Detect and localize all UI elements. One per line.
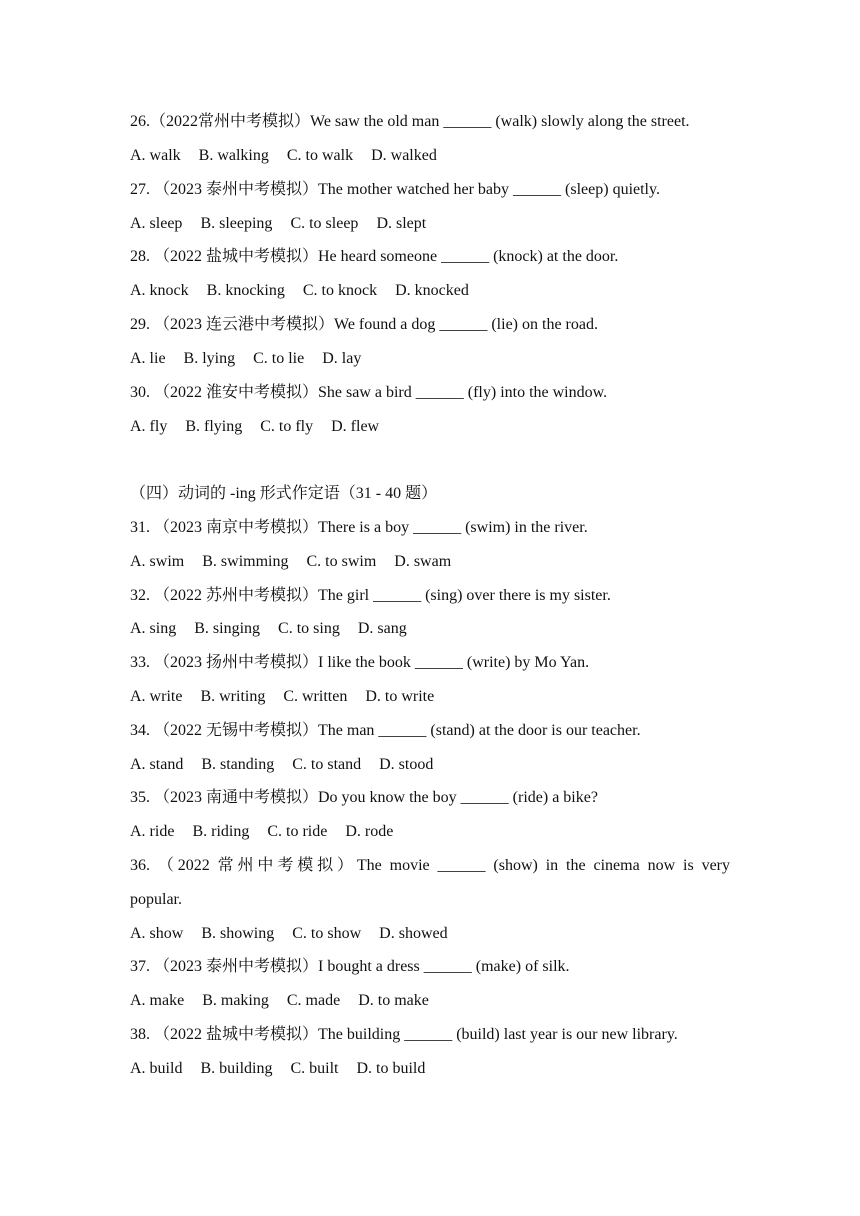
option-c: C. to knock xyxy=(302,282,378,299)
question-stem-28: 28. （2022 盐城中考模拟）He heard someone ______ (knock) at the door. xyxy=(130,248,619,265)
option-c: C. to show xyxy=(292,925,362,942)
option-a: A. knock xyxy=(130,282,189,299)
question-options-26 xyxy=(130,146,730,166)
option-d: D. flew xyxy=(331,418,380,435)
question-options-27 xyxy=(130,214,730,234)
option-a: A. walk xyxy=(130,147,181,164)
question-options-28 xyxy=(130,281,730,301)
question-options-32 xyxy=(130,619,730,639)
option-d: D. stood xyxy=(379,756,434,773)
option-a: A. write xyxy=(130,688,183,705)
option-a: A. sing xyxy=(130,620,177,637)
question-options-34 xyxy=(130,755,730,775)
question-options-36 xyxy=(130,924,730,944)
option-b: B. standing xyxy=(201,756,275,773)
option-a: A. fly xyxy=(130,418,168,435)
question-options-38 xyxy=(130,1059,730,1079)
option-a: A. sleep xyxy=(130,215,183,232)
option-b: B. sleeping xyxy=(200,215,273,232)
option-b: B. knocking xyxy=(206,282,285,299)
option-d: D. to write xyxy=(365,688,435,705)
question-options-35 xyxy=(130,822,730,842)
option-b: B. lying xyxy=(183,350,236,367)
option-a: A. swim xyxy=(130,553,185,570)
option-a: A. ride xyxy=(130,823,175,840)
option-c: C. built xyxy=(290,1060,339,1077)
question-stem-36-continued: popular. xyxy=(130,891,182,908)
option-c: C. to lie xyxy=(253,350,305,367)
question-options-31 xyxy=(130,552,730,572)
option-b: B. riding xyxy=(192,823,250,840)
question-options-33 xyxy=(130,687,730,707)
option-d: D. swam xyxy=(394,553,452,570)
option-c: C. to sleep xyxy=(290,215,359,232)
option-b: B. showing xyxy=(201,925,275,942)
question-stem-31: 31. （2023 南京中考模拟）There is a boy ______ (swim) in the river. xyxy=(130,519,588,536)
option-c: C. to swim xyxy=(306,553,377,570)
question-stem-37: 37. （2023 泰州中考模拟）I bought a dress ______ (make) of silk. xyxy=(130,958,570,975)
option-b: B. walking xyxy=(198,147,269,164)
question-stem-30: 30. （2022 淮安中考模拟）She saw a bird ______ (fly) into the window. xyxy=(130,384,608,401)
option-c: C. made xyxy=(286,992,341,1009)
option-d: D. lay xyxy=(322,350,362,367)
option-d: D. walked xyxy=(371,147,437,164)
option-d: D. knocked xyxy=(395,282,469,299)
question-stem-38: 38. （2022 盐城中考模拟）The building ______ (build) last year is our new library. xyxy=(130,1026,678,1043)
question-options-30 xyxy=(130,417,730,437)
option-a: A. lie xyxy=(130,350,166,367)
option-c: C. to walk xyxy=(286,147,354,164)
question-stem-26: 26.（2022常州中考模拟）We saw the old man ______ (walk) slowly along the street. xyxy=(130,113,690,130)
option-d: D. rode xyxy=(345,823,394,840)
option-b: B. making xyxy=(202,992,269,1009)
option-b: B. flying xyxy=(185,418,243,435)
option-d: D. slept xyxy=(376,215,427,232)
option-b: B. singing xyxy=(194,620,261,637)
option-b: B. writing xyxy=(200,688,266,705)
option-d: D. to build xyxy=(356,1060,426,1077)
option-c: C. to fly xyxy=(260,418,314,435)
question-options-37 xyxy=(130,991,730,1011)
option-c: C. to stand xyxy=(292,756,362,773)
option-a: A. stand xyxy=(130,756,184,773)
question-stem-32: 32. （2022 苏州中考模拟）The girl ______ (sing) over there is my sister. xyxy=(130,587,611,604)
option-c: C. written xyxy=(283,688,348,705)
question-stem-29: 29. （2023 连云港中考模拟）We found a dog ______ (lie) on the road. xyxy=(130,316,598,333)
option-a: A. show xyxy=(130,925,184,942)
question-stem-27: 27. （2023 泰州中考模拟）The mother watched her baby ______ (sleep) quietly. xyxy=(130,181,660,198)
option-d: D. sang xyxy=(357,620,407,637)
option-d: D. showed xyxy=(379,925,448,942)
section-title: （四）动词的 -ing 形式作定语（31 - 40 题） xyxy=(130,485,438,502)
question-stem-35: 35. （2023 南通中考模拟）Do you know the boy ______ (ride) a bike? xyxy=(130,789,598,806)
option-c: C. to ride xyxy=(267,823,328,840)
option-d: D. to make xyxy=(358,992,429,1009)
option-a: A. make xyxy=(130,992,185,1009)
option-b: B. swimming xyxy=(202,553,289,570)
question-options-29 xyxy=(130,349,730,369)
option-c: C. to sing xyxy=(278,620,340,637)
question-stem-36: 36. （2022 常州中考模拟）The movie ______ (show) in the cinema now is very xyxy=(130,857,730,874)
option-a: A. build xyxy=(130,1060,183,1077)
option-b: B. building xyxy=(200,1060,273,1077)
question-stem-33: 33. （2023 扬州中考模拟）I like the book ______ (write) by Mo Yan. xyxy=(130,654,590,671)
question-stem-34: 34. （2022 无锡中考模拟）The man ______ (stand) at the door is our teacher. xyxy=(130,722,641,739)
